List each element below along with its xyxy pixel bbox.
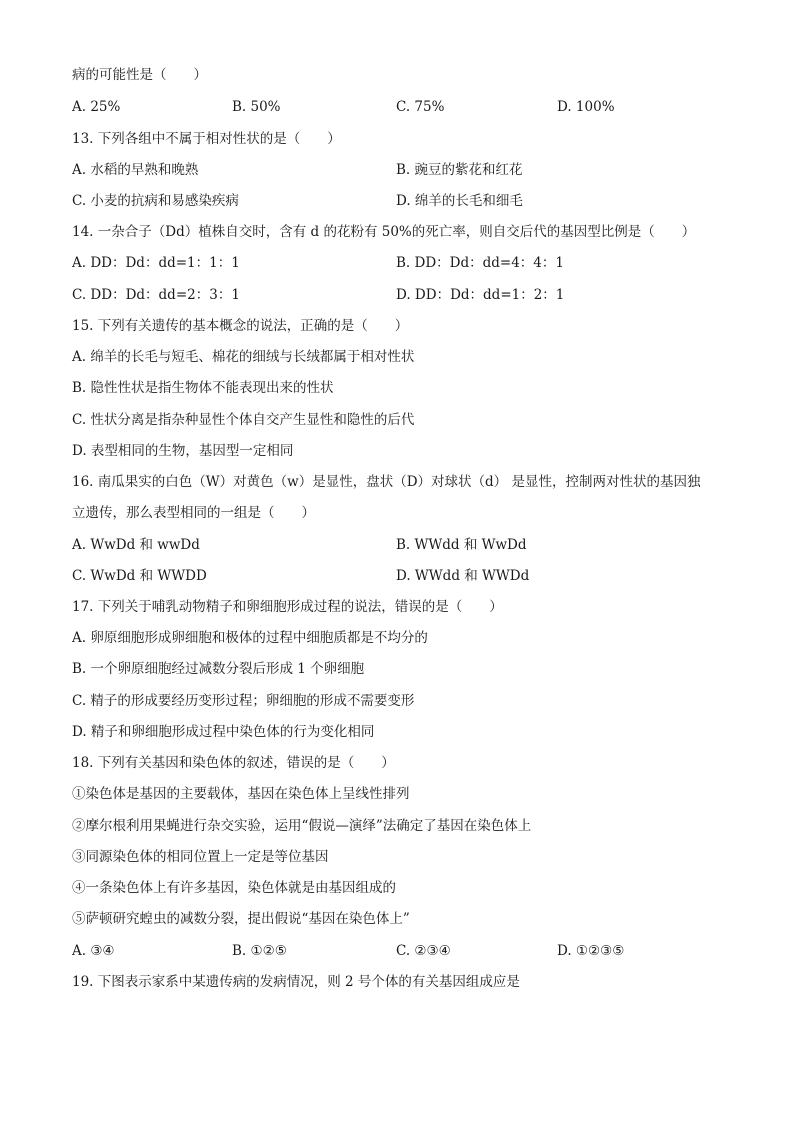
q15-option-c: C. 性状分离是指杂种显性个体自交产生显性和隐性的后代 <box>72 412 415 428</box>
q17-option-a: A. 卵原细胞形成卵细胞和极体的过程中细胞质都是不均分的 <box>72 630 428 646</box>
q14-stem: 14. 一杂合子（Dd）植株自交时，含有 d 的花粉有 50%的死亡率，则自交后代的基因型比例是（ ） <box>72 224 696 240</box>
q18-stem: 18. 下列有关基因和染色体的叙述，错误的是（ ） <box>72 755 395 771</box>
q16-stem-line1: 16. 南瓜果实的白色（W）对黄色（w）是显性，盘状（D）对球状（d） 是显性，控制两对性状的基因独 <box>72 474 701 490</box>
q18-statement-5: ⑤萨顿研究蝗虫的减数分裂，提出假说“基因在染色体上” <box>72 911 410 927</box>
q17-option-b: B. 一个卵原细胞经过减数分裂后形成 1 个卵细胞 <box>72 661 365 677</box>
q13-option-c: C. 小麦的抗病和易感染疾病 <box>72 193 239 209</box>
q12-option-c: C. 75% <box>396 99 445 115</box>
q13-option-d: D. 绵羊的长毛和细毛 <box>396 193 523 209</box>
q18-option-c: C. ②③④ <box>396 943 451 959</box>
q16-stem-line2: 立遗传，那么表型相同的一组是（ ） <box>72 505 315 521</box>
q14-option-b: B. DD：Dd：dd=4：4：1 <box>396 255 564 271</box>
q13-option-a: A. 水稻的早熟和晚熟 <box>72 162 199 178</box>
q13-stem: 13. 下列各组中不属于相对性状的是（ ） <box>72 131 341 147</box>
q18-statement-1: ①染色体是基因的主要载体，基因在染色体上呈线性排列 <box>72 786 410 802</box>
q16-option-c: C. WwDd 和 WWDD <box>72 568 207 584</box>
q19-stem: 19. 下图表示家系中某遗传病的发病情况，则 2 号个体的有关基因组成应是 <box>72 974 520 990</box>
q18-option-d: D. ①②③⑤ <box>557 943 625 959</box>
q12-stem: 病的可能性是（ ） <box>72 67 207 83</box>
q12-option-b: B. 50% <box>232 99 281 115</box>
q18-statement-2: ②摩尔根利用果蝇进行杂交实验，运用“假说—演绎”法确定了基因在染色体上 <box>72 818 532 834</box>
q16-option-a: A. WwDd 和 wwDd <box>72 537 200 553</box>
q17-stem: 17. 下列关于哺乳动物精子和卵细胞形成过程的说法，错误的是（ ） <box>72 599 503 615</box>
q16-option-d: D. WWdd 和 WWDd <box>396 568 530 584</box>
q17-option-c: C. 精子的形成要经历变形过程；卵细胞的形成不需要变形 <box>72 693 415 709</box>
q14-option-a: A. DD：Dd：dd=1：1：1 <box>72 255 240 271</box>
q17-option-d: D. 精子和卵细胞形成过程中染色体的行为变化相同 <box>72 724 375 740</box>
q16-option-b: B. WWdd 和 WwDd <box>396 537 527 553</box>
q12-option-d: D. 100% <box>557 99 615 115</box>
q14-option-c: C. DD：Dd：dd=2：3：1 <box>72 287 240 303</box>
q14-option-d: D. DD：Dd：dd=1：2：1 <box>396 287 565 303</box>
q15-option-d: D. 表型相同的生物，基因型一定相同 <box>72 443 294 459</box>
q15-option-b: B. 隐性性状是指生物体不能表现出来的性状 <box>72 380 334 396</box>
q15-stem: 15. 下列有关遗传的基本概念的说法，正确的是（ ） <box>72 318 409 334</box>
q13-option-b: B. 豌豆的紫花和红花 <box>396 162 523 178</box>
q18-option-b: B. ①②⑤ <box>232 943 287 959</box>
q15-option-a: A. 绵羊的长毛与短毛、棉花的细绒与长绒都属于相对性状 <box>72 349 415 365</box>
q12-option-a: A. 25% <box>72 99 121 115</box>
q18-option-a: A. ③④ <box>72 943 115 959</box>
q18-statement-4: ④一条染色体上有许多基因，染色体就是由基因组成的 <box>72 880 396 896</box>
q18-statement-3: ③同源染色体的相同位置上一定是等位基因 <box>72 849 329 865</box>
